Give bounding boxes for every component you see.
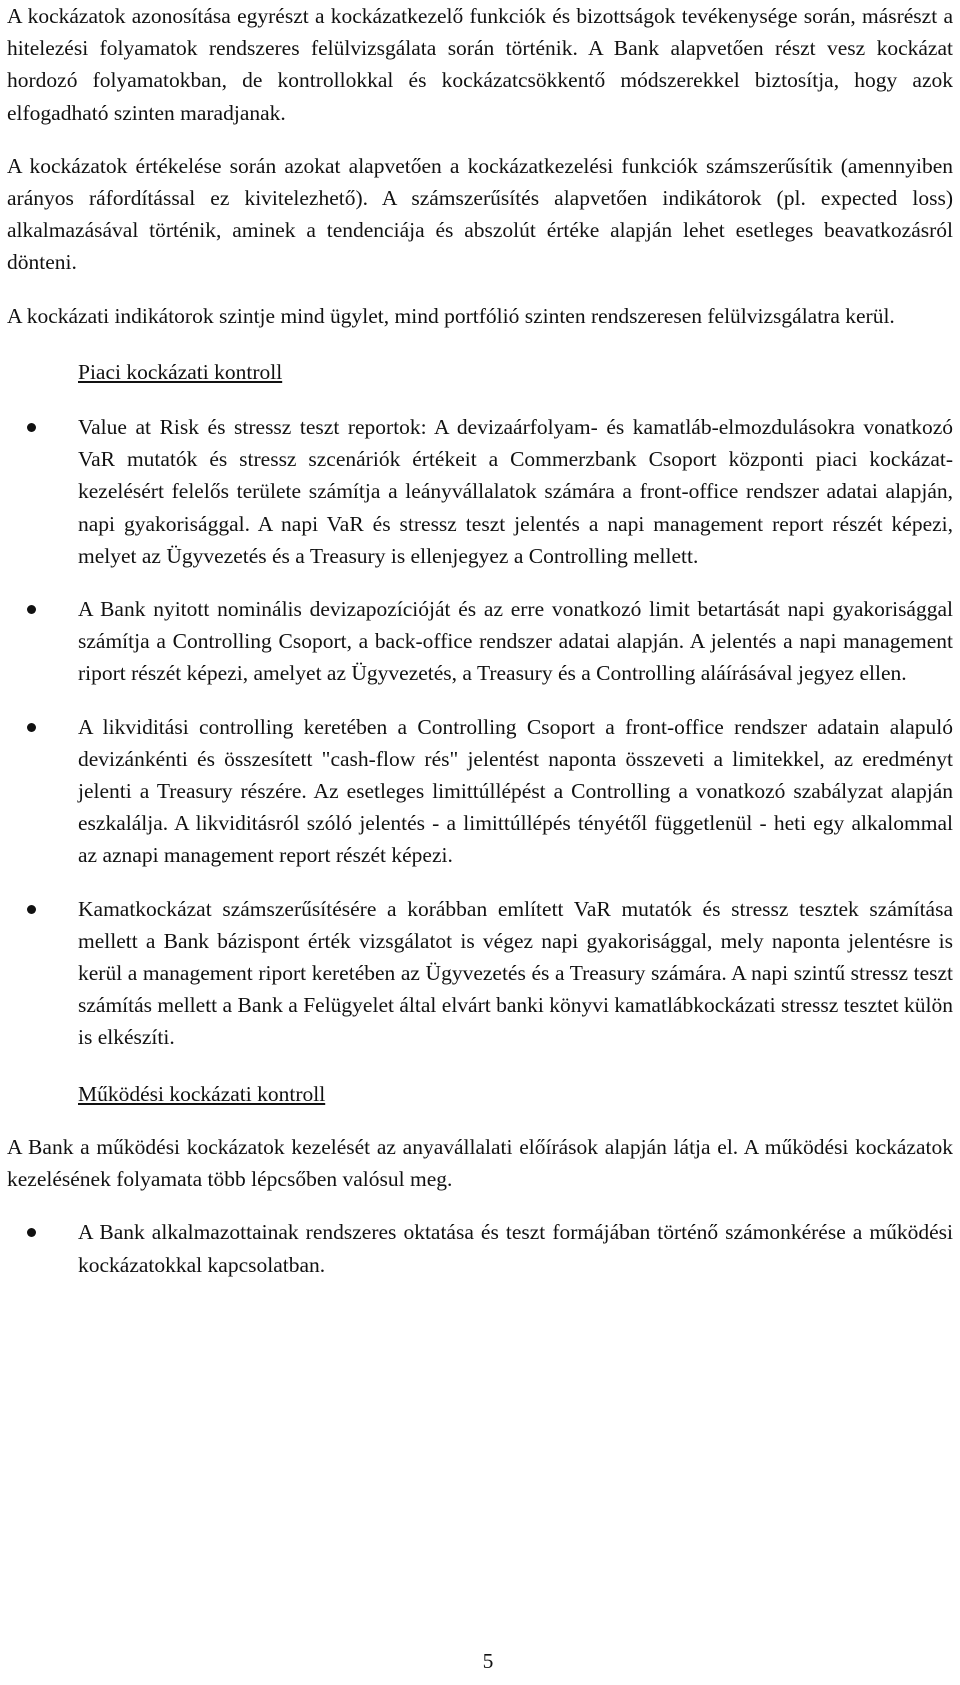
list-item-text: A Bank nyitott nominális devizapozícióját és az erre vonatkozó limit betartását napi gyakorisággal számítja a Controlling Csoport, a back-office rendszer adatai alapján. A jelentés a napi management riport részét képezi, amelyet az Ügyvezetés, a Treasury és a Controlling aláírásával jegyez ellen.: [78, 597, 953, 686]
list-item: [7, 711, 953, 872]
bullet-icon: [27, 1228, 36, 1237]
page-number: 5: [482, 1649, 494, 1673]
list-item: [7, 1216, 953, 1280]
intro-paragraph-evaluation: A kockázatok értékelése során azokat alapvetően a kockázatkezelési funkciók számszerűsítik (amennyiben arányos ráfordítással ez kivitelezhető). A számszerűsítés alapvetően indikátorok (pl. expected loss) alkalmazásával történik, aminek a tendenciája és abszolút értéke alapján lehet esetleges beavatkozásról dönteni.: [7, 153, 953, 275]
bullet-icon: [27, 423, 36, 432]
list-item-text: Kamatkockázat számszerűsítésére a korábban említett VaR mutatók és stressz tesztek számítása mellett a Bank bázispont érték vizsgálatot is végez napi gyakorisággal, mely naponta jelentésre is kerül a management riport keretében az Ügyvezetés és a Treasury számára. A napi szintű stressz teszt számítás mellett a Bank a Felügyelet által elvárt banki könyvi kamatlábkockázati stressz tesztet külön is elkészíti.: [78, 896, 953, 1050]
list-item-text: Value at Risk és stressz teszt reportok: A devizaárfolyam- és kamatláb-elmozdulásokra vonatkozó VaR mutatók és stressz szcenáriók értékeit a Commerzbank Csoport központi piaci kockázat-kezelésért felelős területe számítja a leányvállalatok számára a front-office rendszer adatai alapján, napi gyakorisággal. A napi VaR és stressz teszt jelentés a napi management report részét képezi, melyet az Ügyvezetés és a Treasury is ellenjegyez a Controlling mellett.: [78, 415, 953, 568]
intro-paragraph-identification: A kockázatok azonosítása egyrészt a kockázatkezelő funkciók és bizottságok tevékenysége során, másrészt a hitelezési folyamatok rendszeres felülvizsgálata során történik. A Bank alapvetően részt vesz kockázat hordozó folyamatokban, de kontrollokkal és kockázatcsökkentő módszerekkel biztosítja, hogy azok elfogadható szinten maradjanak.: [7, 4, 953, 125]
list-item: [7, 893, 953, 1054]
bullet-icon: [27, 723, 36, 732]
operational-risk-bullet-list: [7, 1216, 953, 1280]
section-heading-market-risk: Piaci kockázati kontroll: [78, 359, 283, 384]
page-content: [7, 0, 953, 1302]
bullet-icon: [27, 905, 36, 914]
list-item: [7, 411, 953, 572]
list-item-text: A likviditási controlling keretében a Controlling Csoport a front-office rendszer adatain alapuló devizánkénti és összesített "cash-flow rés" jelentést naponta összeveti a limitekkel, az eredményt jelenti a Treasury részére. Az esetleges limittúllépést a Controlling a vonatkozó szabályzat alapján eszkalálja. A likviditásról szóló jelentés - a limittúllépés tényétől függetlenül - heti egy alkalommal az aznapi management report részét képezi.: [78, 714, 953, 868]
section-heading-operational-risk: Működési kockázati kontroll: [78, 1081, 326, 1106]
market-risk-bullet-list: [7, 411, 953, 1054]
list-item: [7, 593, 953, 690]
bullet-icon: [27, 605, 36, 614]
operational-risk-paragraph: A Bank a működési kockázatok kezelését az anyavállalati előírások alapján látja el. A működési kockázatok kezelésének folyamata több lépcsőben valósul meg.: [7, 1134, 953, 1192]
list-item-text: A Bank alkalmazottainak rendszeres oktatása és teszt formájában történő számonkérése a működési kockázatokkal kapcsolatban.: [78, 1220, 953, 1277]
intro-paragraph-indicators: A kockázati indikátorok szintje mind ügylet, mind portfólió szinten rendszeresen felülvizsgálatra kerül.: [7, 303, 895, 328]
